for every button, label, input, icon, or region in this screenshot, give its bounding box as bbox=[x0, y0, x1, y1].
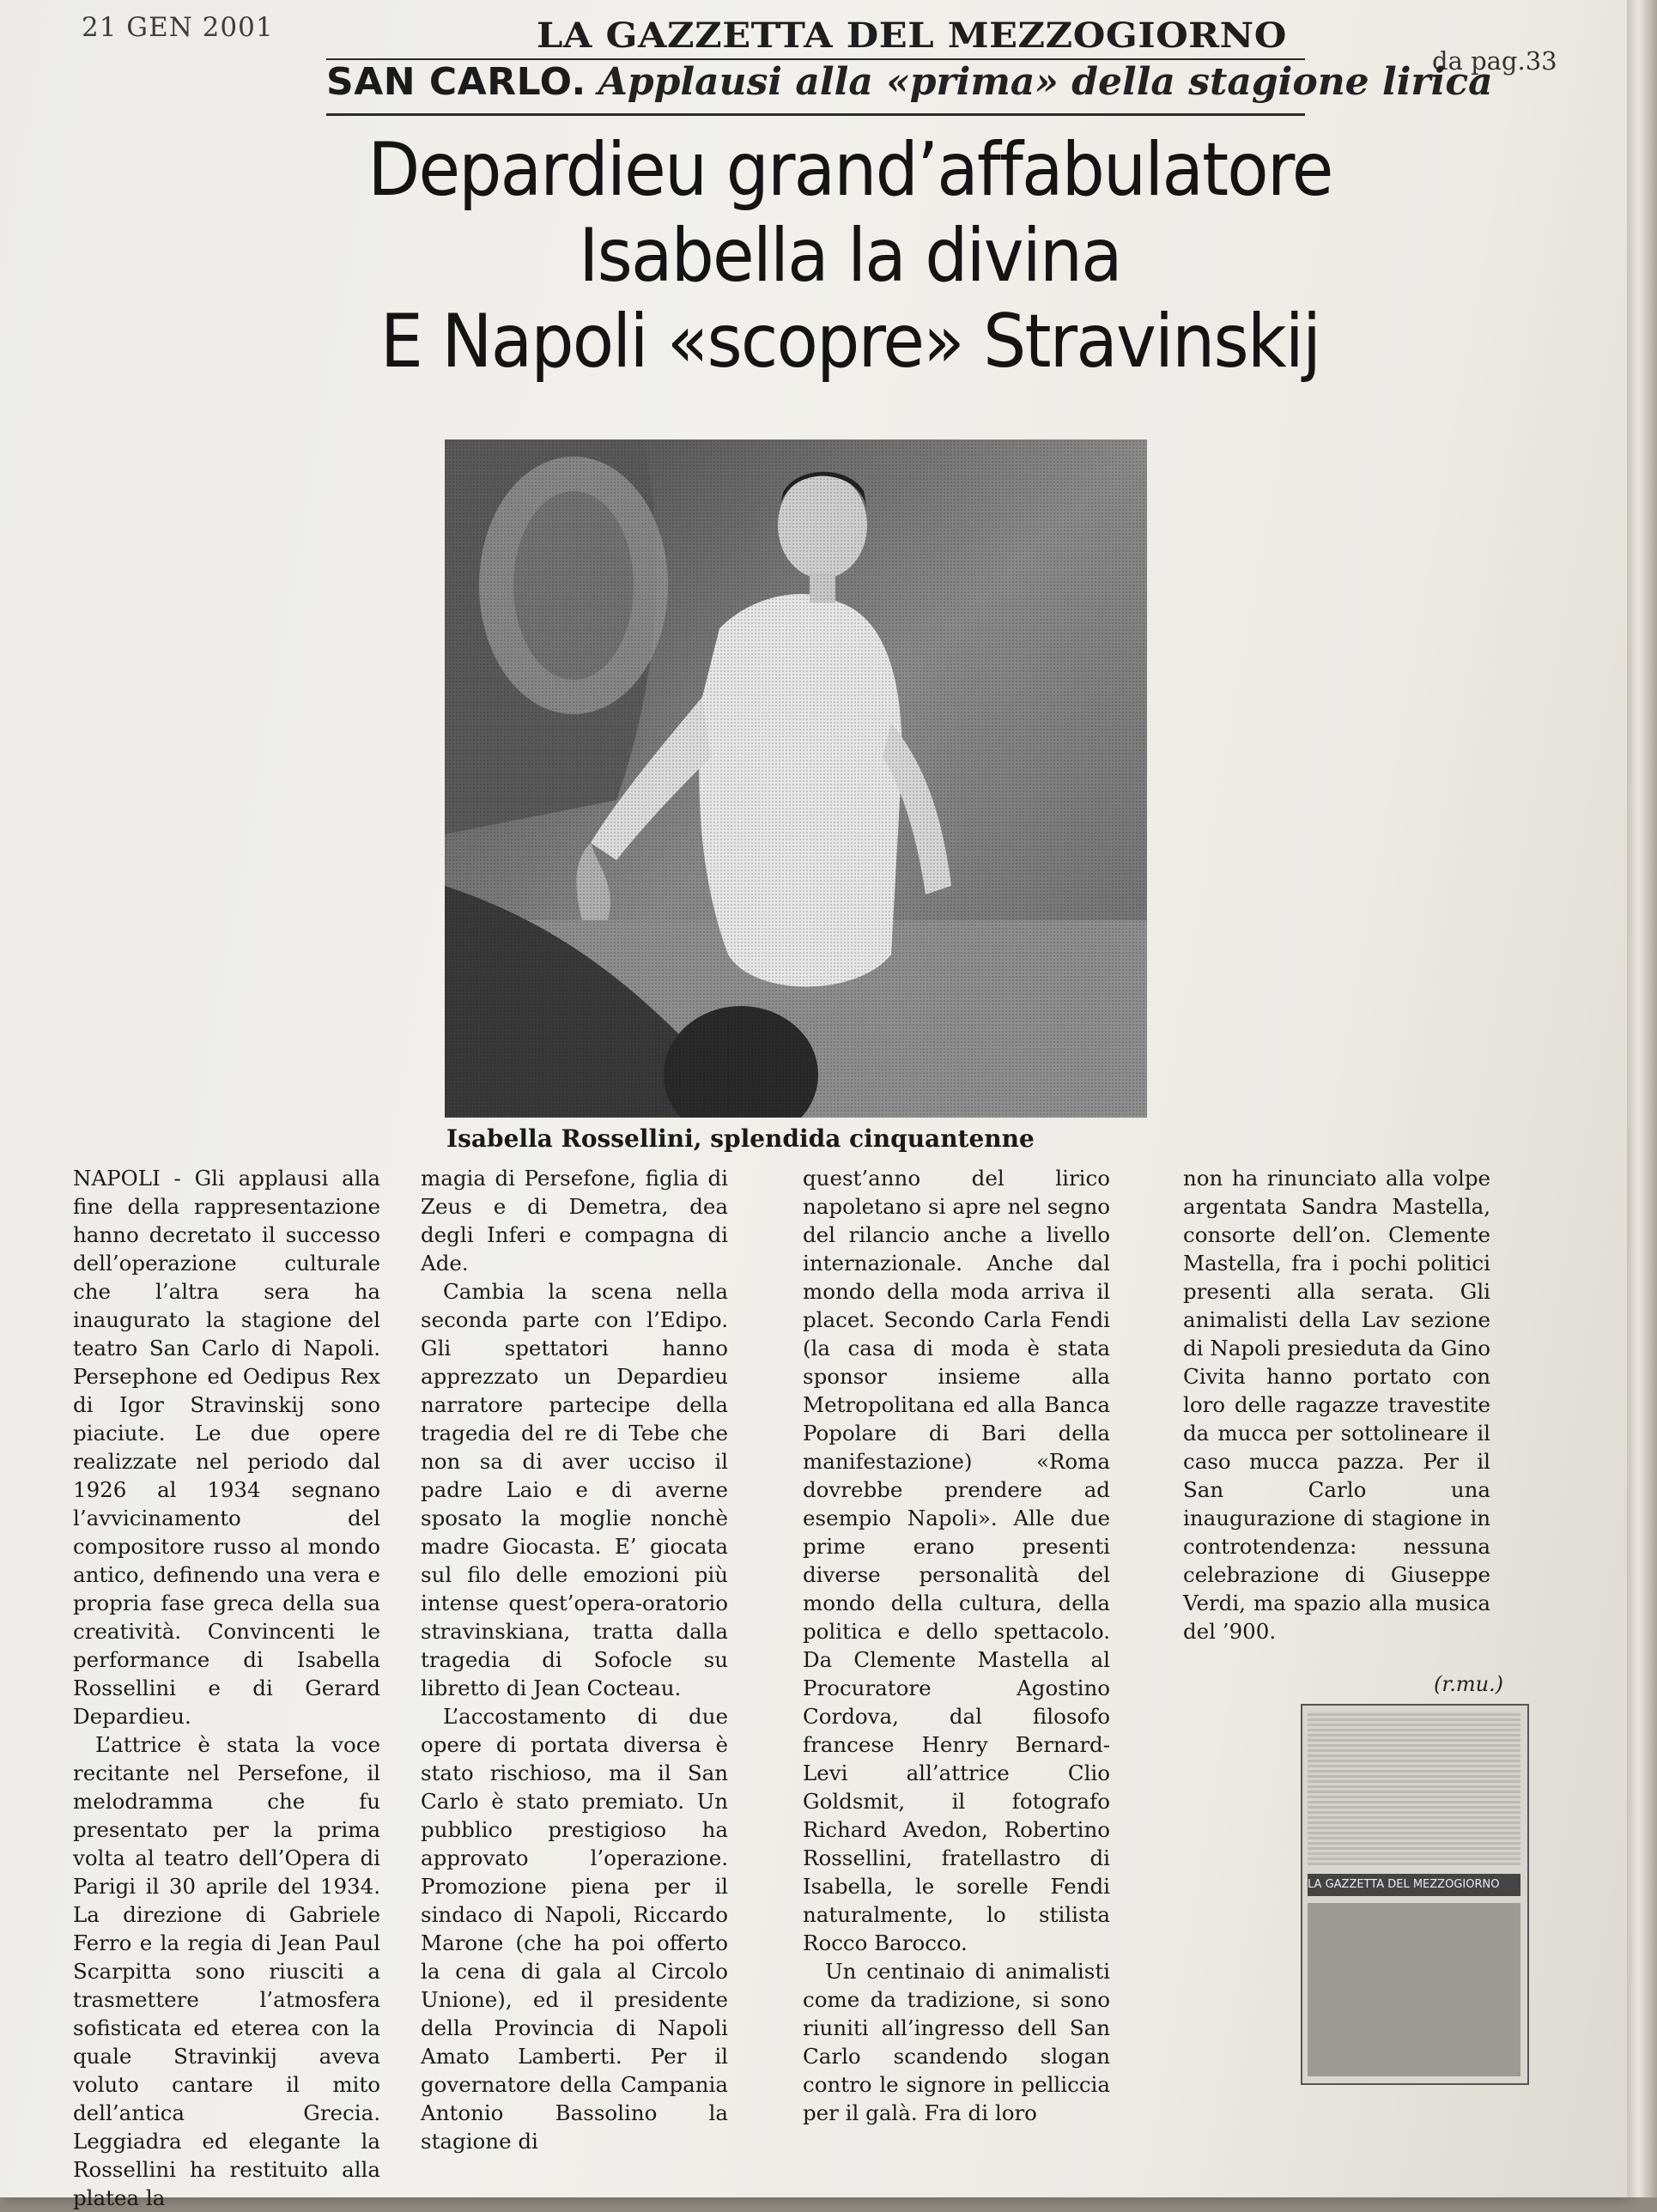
paragraph: non ha rinunciato alla volpe argentata Sandra Mastella, consorte dell’on. Clemente Mastella, fra i pochi politici presenti alla serata. Gli animalisti della Lav sezione di Napoli presieduta da Gino Civita hanno portato con loro delle ragazze travestite da mucca per sottolineare il caso mucca pazza. Per il San Carlo una inaugurazione di stagione in controtendenza: nessuna celebrazione di Giuseppe Verdi, ma spazio alla musica del ’900. bbox=[1183, 1166, 1490, 1644]
paragraph: L’attrice è stata la voce recitante nel Persefone, il melodramma che fu presentato per la prima volta al teatro dell’Opera di Parigi il 30 aprile del 1934. La direzione di Gabriele Ferro e la regia di Jean Paul Scarpitta sono riusciti a trasmettere l’atmosfera sofisticata ed eterea con la quale Stravinkij aveva voluto cantare il mito dell’antica Grecia. Leggiadra ed elegante la Rossellini ha restituito alla platea la bbox=[73, 1732, 380, 2210]
headline-line-2: Isabella la divina bbox=[579, 213, 1121, 299]
photo-caption: Isabella Rossellini, splendida cinquantenne bbox=[446, 1124, 1035, 1153]
paragraph: Cambia la scena nella seconda parte con l’Edipo. Gli spettatori hanno apprezzato un Depardieu narratore partecipe della tragedia del re di Tebe che non sa di aver ucciso il padre Laio e di averne sposato la moglie nonchè madre Giocasta. E’ giocata sul filo delle emozioni più intense quest’opera-oratorio stravinskiana, tratta dalla tragedia di Sofocle su libretto di Jean Cocteau. bbox=[421, 1279, 728, 1700]
paragraph: L’accostamento di due opere di portata diversa è stato rischioso, ma il San Carlo è stato premiato. Un pubblico prestigioso ha approvato l’operazione. Promozione piena per il sindaco di Napoli, Riccardo Marone (che ha poi offerto la cena di gala al Circolo Unione), ed il presidente della Provincia di Napoli Amato Lamberti. Per il governatore della Campania Antonio Bassolino la stagione di bbox=[421, 1704, 728, 2154]
headline-line-1: Depardieu grand’affabulatore bbox=[367, 127, 1332, 213]
article-column-3 bbox=[803, 1164, 1110, 2127]
article-column-2 bbox=[421, 1164, 728, 2155]
newspaper-thumbnail bbox=[1301, 1704, 1529, 2085]
headline-line-3: E Napoli «scopre» Stravinskij bbox=[379, 299, 1320, 385]
paragraph: NAPOLI - Gli applausi alla fine della rappresentazione hanno decretato il successo dell’operazione culturale che l’altra sera ha inaugurato la stagione del teatro San Carlo di Napoli. Persephone ed Oedipus Rex di Igor Stravinskij sono piaciute. Le due opere realizzate nel periodo dal 1926 al 1934 segnano l’avvicinamento del compositore russo al mondo antico, definendo una vera e propria fase greca della sua creatività. Convincenti le performance di Isabella Rossellini e di Gerard Depardieu. bbox=[73, 1166, 380, 1729]
page-reference: da pag.33 bbox=[1432, 46, 1557, 76]
kicker-text: Applausi alla «prima» della stagione lirica bbox=[598, 60, 1493, 104]
article-column-1 bbox=[73, 1164, 380, 2212]
newspaper-masthead: LA GAZZETTA DEL MEZZOGIORNO bbox=[537, 15, 1287, 56]
stage-photo bbox=[445, 439, 1147, 1118]
thumbnail-masthead: LA GAZZETTA DEL MEZZOGIORNO bbox=[1308, 1874, 1520, 1896]
author-signature: (r.mu.) bbox=[1434, 1672, 1504, 1696]
paragraph: Un centinaio di animalisti come da tradizione, si sono riuniti all’ingresso dell San Carlo scandendo slogan contro le signore in pelliccia per il galà. Fra di loro bbox=[803, 1959, 1110, 2125]
kicker bbox=[326, 60, 1493, 104]
paragraph: magia di Persefone, figlia di Zeus e di Demetra, dea degli Inferi e compagna di Ade. bbox=[421, 1166, 728, 1276]
paragraph: quest’anno del lirico napoletano si apre nel segno del rilancio anche a livello internazionale. Anche dal mondo della moda arriva il placet. Secondo Carla Fendi (la casa di moda è stata sponsor insieme alla Metropolitana ed alla Banca Popolare di Bari della manifestazione) «Roma dovrebbe prendere ad esempio Napoli». Alle due prime erano presenti diverse personalità del mondo della cultura, della politica e dello spettacolo. Da Clemente Mastella al Procuratore Agostino Cordova, dal filosofo francese Henry Bernard-Levi all’attrice Clio Goldsmit, il fotografo Richard Avedon, Robertino Rossellini, fratellastro di Isabella, le sorelle Fendi naturalmente, lo stilista Rocco Barocco. bbox=[803, 1166, 1110, 1955]
clipping-date: 21 GEN 2001 bbox=[82, 12, 274, 43]
article-column-4 bbox=[1183, 1164, 1490, 1645]
stage-photo-image bbox=[445, 439, 1147, 1118]
thumbnail-image bbox=[1308, 1903, 1520, 2076]
page-edge bbox=[1627, 0, 1657, 2197]
kicker-rule bbox=[326, 113, 1305, 116]
thumbnail-clipping bbox=[1308, 1711, 1520, 1865]
kicker-label: SAN CARLO. bbox=[326, 60, 586, 104]
